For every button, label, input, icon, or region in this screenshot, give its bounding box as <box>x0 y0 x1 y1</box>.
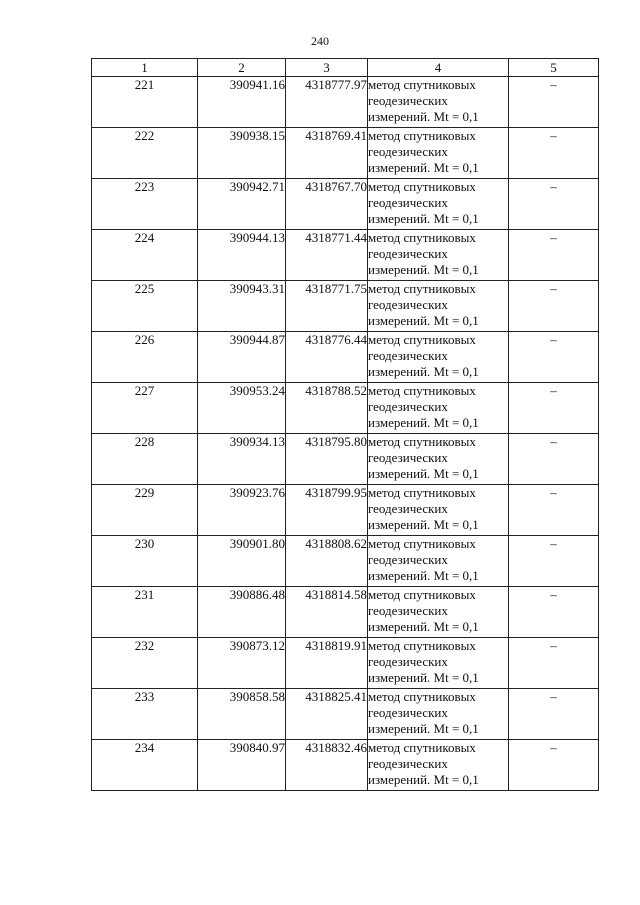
note-dash-cell: – <box>509 536 599 587</box>
note-dash-cell: – <box>509 740 599 791</box>
method-description-line: измерений. Mt = 0,1 <box>368 262 479 277</box>
point-number-cell: 233 <box>92 689 198 740</box>
method-description-line: измерений. Mt = 0,1 <box>368 160 479 175</box>
point-number-cell: 226 <box>92 332 198 383</box>
column-header-1: 1 <box>92 59 198 77</box>
column-header-3: 3 <box>286 59 368 77</box>
y-coordinate-cell: 4318799.95 <box>286 485 368 536</box>
note-dash-cell: – <box>509 332 599 383</box>
table-row <box>92 281 599 332</box>
method-description-line: геодезических <box>368 297 448 312</box>
note-dash-cell: – <box>509 434 599 485</box>
point-number-cell: 223 <box>92 179 198 230</box>
point-number-cell: 229 <box>92 485 198 536</box>
method-description-line: метод спутниковых <box>368 179 476 194</box>
method-description-line: геодезических <box>368 195 448 210</box>
table-row <box>92 230 599 281</box>
y-coordinate-cell: 4318771.75 <box>286 281 368 332</box>
x-coordinate-cell: 390941.16 <box>198 77 286 128</box>
method-description-cell <box>368 638 509 689</box>
note-dash-cell: – <box>509 77 599 128</box>
note-dash-cell: – <box>509 230 599 281</box>
method-description-line: измерений. Mt = 0,1 <box>368 517 479 532</box>
method-description-line: измерений. Mt = 0,1 <box>368 415 479 430</box>
note-dash-cell: – <box>509 383 599 434</box>
method-description-cell <box>368 689 509 740</box>
x-coordinate-cell: 390942.71 <box>198 179 286 230</box>
point-number-cell: 232 <box>92 638 198 689</box>
method-description-cell <box>368 332 509 383</box>
method-description-line: геодезических <box>368 399 448 414</box>
x-coordinate-cell: 390873.12 <box>198 638 286 689</box>
point-number-cell: 225 <box>92 281 198 332</box>
y-coordinate-cell: 4318819.91 <box>286 638 368 689</box>
table-row <box>92 740 599 791</box>
x-coordinate-cell: 390943.31 <box>198 281 286 332</box>
method-description-line: измерений. Mt = 0,1 <box>368 211 479 226</box>
method-description-line: геодезических <box>368 246 448 261</box>
method-description-line: геодезических <box>368 756 448 771</box>
column-header-2: 2 <box>198 59 286 77</box>
method-description-cell <box>368 587 509 638</box>
x-coordinate-cell: 390840.97 <box>198 740 286 791</box>
method-description-cell <box>368 179 509 230</box>
table-header-row <box>92 59 599 77</box>
table-row <box>92 689 599 740</box>
y-coordinate-cell: 4318814.58 <box>286 587 368 638</box>
method-description-line: метод спутниковых <box>368 383 476 398</box>
method-description-line: измерений. Mt = 0,1 <box>368 109 479 124</box>
method-description-line: метод спутниковых <box>368 230 476 245</box>
column-header-4: 4 <box>368 59 509 77</box>
table-row <box>92 434 599 485</box>
y-coordinate-cell: 4318788.52 <box>286 383 368 434</box>
method-description-cell <box>368 434 509 485</box>
y-coordinate-cell: 4318795.80 <box>286 434 368 485</box>
y-coordinate-cell: 4318771.44 <box>286 230 368 281</box>
method-description-line: геодезических <box>368 603 448 618</box>
table-row <box>92 485 599 536</box>
y-coordinate-cell: 4318825.41 <box>286 689 368 740</box>
point-number-cell: 221 <box>92 77 198 128</box>
method-description-line: метод спутниковых <box>368 77 476 92</box>
method-description-line: измерений. Mt = 0,1 <box>368 466 479 481</box>
note-dash-cell: – <box>509 128 599 179</box>
table-row <box>92 587 599 638</box>
x-coordinate-cell: 390923.76 <box>198 485 286 536</box>
x-coordinate-cell: 390938.15 <box>198 128 286 179</box>
method-description-line: метод спутниковых <box>368 689 476 704</box>
point-number-cell: 230 <box>92 536 198 587</box>
table-row <box>92 77 599 128</box>
method-description-line: метод спутниковых <box>368 281 476 296</box>
method-description-cell <box>368 128 509 179</box>
note-dash-cell: – <box>509 485 599 536</box>
method-description-line: метод спутниковых <box>368 128 476 143</box>
coordinates-table <box>91 58 599 791</box>
x-coordinate-cell: 390858.58 <box>198 689 286 740</box>
method-description-line: геодезических <box>368 552 448 567</box>
note-dash-cell: – <box>509 638 599 689</box>
x-coordinate-cell: 390944.13 <box>198 230 286 281</box>
table-row <box>92 332 599 383</box>
method-description-cell <box>368 77 509 128</box>
method-description-line: геодезических <box>368 93 448 108</box>
method-description-line: геодезических <box>368 705 448 720</box>
method-description-cell <box>368 485 509 536</box>
method-description-line: измерений. Mt = 0,1 <box>368 721 479 736</box>
table-body <box>92 77 599 791</box>
method-description-line: измерений. Mt = 0,1 <box>368 313 479 328</box>
y-coordinate-cell: 4318777.97 <box>286 77 368 128</box>
table-row <box>92 638 599 689</box>
method-description-line: измерений. Mt = 0,1 <box>368 772 479 787</box>
method-description-cell <box>368 281 509 332</box>
y-coordinate-cell: 4318808.62 <box>286 536 368 587</box>
method-description-cell <box>368 383 509 434</box>
method-description-line: метод спутниковых <box>368 332 476 347</box>
note-dash-cell: – <box>509 587 599 638</box>
x-coordinate-cell: 390944.87 <box>198 332 286 383</box>
page-number: 240 <box>311 34 329 48</box>
method-description-cell <box>368 740 509 791</box>
method-description-line: геодезических <box>368 654 448 669</box>
point-number-cell: 222 <box>92 128 198 179</box>
table-row <box>92 128 599 179</box>
x-coordinate-cell: 390953.24 <box>198 383 286 434</box>
table-row <box>92 536 599 587</box>
method-description-line: измерений. Mt = 0,1 <box>368 670 479 685</box>
x-coordinate-cell: 390901.80 <box>198 536 286 587</box>
method-description-line: измерений. Mt = 0,1 <box>368 619 479 634</box>
method-description-line: геодезических <box>368 144 448 159</box>
method-description-line: метод спутниковых <box>368 740 476 755</box>
method-description-line: метод спутниковых <box>368 638 476 653</box>
y-coordinate-cell: 4318832.46 <box>286 740 368 791</box>
method-description-line: геодезических <box>368 450 448 465</box>
table-row <box>92 383 599 434</box>
point-number-cell: 227 <box>92 383 198 434</box>
x-coordinate-cell: 390886.48 <box>198 587 286 638</box>
method-description-line: метод спутниковых <box>368 536 476 551</box>
note-dash-cell: – <box>509 179 599 230</box>
method-description-line: метод спутниковых <box>368 485 476 500</box>
method-description-cell <box>368 230 509 281</box>
y-coordinate-cell: 4318776.44 <box>286 332 368 383</box>
method-description-cell <box>368 536 509 587</box>
y-coordinate-cell: 4318767.70 <box>286 179 368 230</box>
method-description-line: измерений. Mt = 0,1 <box>368 568 479 583</box>
x-coordinate-cell: 390934.13 <box>198 434 286 485</box>
column-header-5: 5 <box>509 59 599 77</box>
point-number-cell: 224 <box>92 230 198 281</box>
table-row <box>92 179 599 230</box>
method-description-line: геодезических <box>368 501 448 516</box>
point-number-cell: 228 <box>92 434 198 485</box>
point-number-cell: 231 <box>92 587 198 638</box>
method-description-line: измерений. Mt = 0,1 <box>368 364 479 379</box>
point-number-cell: 234 <box>92 740 198 791</box>
note-dash-cell: – <box>509 281 599 332</box>
method-description-line: геодезических <box>368 348 448 363</box>
note-dash-cell: – <box>509 689 599 740</box>
y-coordinate-cell: 4318769.41 <box>286 128 368 179</box>
method-description-line: метод спутниковых <box>368 434 476 449</box>
method-description-line: метод спутниковых <box>368 587 476 602</box>
